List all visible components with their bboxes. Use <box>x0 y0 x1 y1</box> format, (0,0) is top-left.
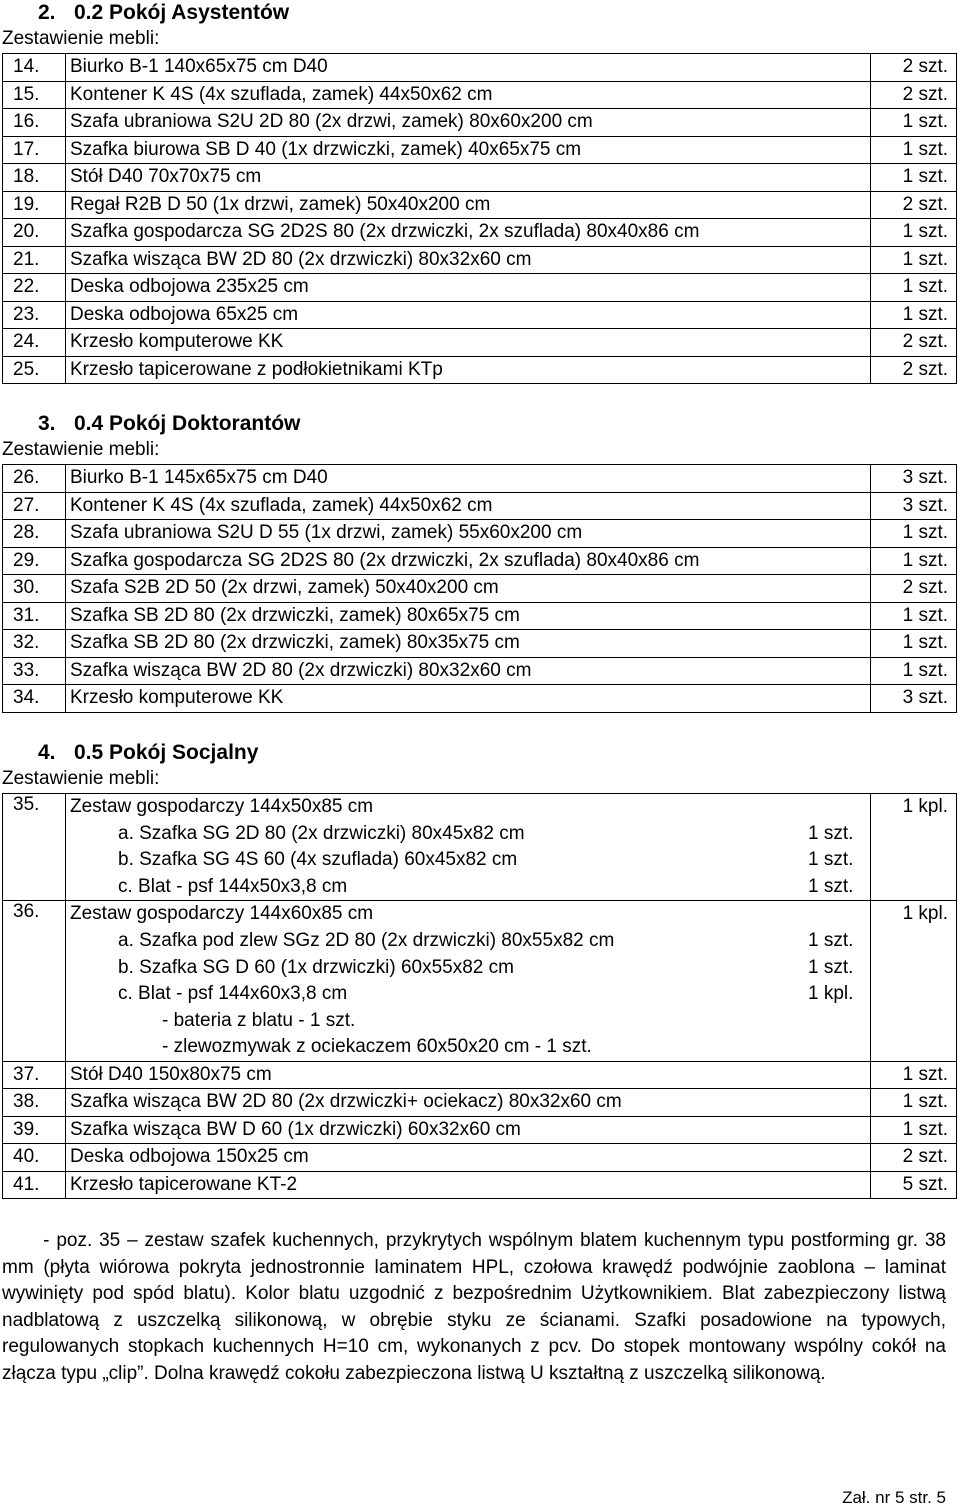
table-row <box>3 329 957 357</box>
item-number: 33. <box>3 657 66 685</box>
item-description: Stół D40 70x70x75 cm <box>66 164 871 192</box>
item-description: Kontener K 4S (4x szuflada, zamek) 44x50x62 cm <box>66 492 871 520</box>
table-row <box>3 1061 957 1089</box>
item-quantity: 1 kpl. <box>871 901 957 1062</box>
item-quantity: 1 szt. <box>871 630 957 658</box>
table-row <box>3 54 957 82</box>
item-quantity: 1 szt. <box>871 301 957 329</box>
item-description: Szafa ubraniowa S2U 2D 80 (2x drzwi, zamek) 80x60x200 cm <box>66 109 871 137</box>
item-number: 24. <box>3 329 66 357</box>
sub-item-text: b. Szafka SG D 60 (1x drzwiczki) 60x55x82 cm <box>118 956 514 978</box>
sub-item <box>70 981 870 1008</box>
item-number: 19. <box>3 191 66 219</box>
item-number: 17. <box>3 136 66 164</box>
item-number: 30. <box>3 575 66 603</box>
item-number: 31. <box>3 602 66 630</box>
section-subtitle: Zestawienie mebli: <box>2 439 160 460</box>
item-quantity: 1 szt. <box>871 520 957 548</box>
table-row <box>3 547 957 575</box>
item-number: 39. <box>3 1116 66 1144</box>
table-row <box>3 274 957 302</box>
sub-item-text: c. Blat - psf 144x50x3,8 cm <box>118 875 348 897</box>
sub-item <box>70 928 870 955</box>
item-number: 16. <box>3 109 66 137</box>
sub-item-text: c. Blat - psf 144x60x3,8 cm <box>118 983 348 1005</box>
table-row <box>3 1144 957 1172</box>
item-description: Deska odbojowa 65x25 cm <box>66 301 871 329</box>
section-heading <box>38 411 300 437</box>
sub-item-qty: 1 szt. <box>808 875 854 897</box>
sub-note <box>70 1008 870 1035</box>
section-title: 0.4 Pokój Doktorantów <box>74 412 301 435</box>
item-number: 20. <box>3 219 66 247</box>
item-number: 38. <box>3 1089 66 1117</box>
item-description <box>66 794 871 901</box>
sub-note-text: - zlewozmywak z ociekaczem 60x50x20 cm - 1 szt. <box>162 1036 592 1058</box>
item-description: Szafka SB 2D 80 (2x drzwiczki, zamek) 80x65x75 cm <box>66 602 871 630</box>
sub-item-qty: 1 szt. <box>808 822 854 844</box>
table-row <box>3 1089 957 1117</box>
item-description: Krzesło tapicerowane KT-2 <box>66 1171 871 1199</box>
item-description: Krzesło komputerowe KK <box>66 329 871 357</box>
item-quantity: 1 szt. <box>871 657 957 685</box>
item-description: Biurko B-1 145x65x75 cm D40 <box>66 465 871 493</box>
item-quantity: 1 szt. <box>871 246 957 274</box>
page-footer: Zał. nr 5 str. 5 <box>842 1488 946 1507</box>
furniture-table <box>2 464 957 713</box>
sub-item-text: a. Szafka pod zlew SGz 2D 80 (2x drzwiczki) 80x55x82 cm <box>118 929 615 951</box>
table-row <box>3 602 957 630</box>
item-quantity: 1 szt. <box>871 547 957 575</box>
table-row <box>3 136 957 164</box>
item-number: 18. <box>3 164 66 192</box>
item-description: Deska odbojowa 235x25 cm <box>66 274 871 302</box>
table-row <box>3 246 957 274</box>
item-description: Szafka gospodarcza SG 2D2S 80 (2x drzwiczki, 2x szuflada) 80x40x86 cm <box>66 547 871 575</box>
sub-item-qty: 1 szt. <box>808 956 854 978</box>
item-number: 40. <box>3 1144 66 1172</box>
item-quantity: 2 szt. <box>871 54 957 82</box>
table-row <box>3 164 957 192</box>
table-row <box>3 191 957 219</box>
item-description: Szafka SB 2D 80 (2x drzwiczki, zamek) 80x35x75 cm <box>66 630 871 658</box>
table-row <box>3 356 957 384</box>
set-title: Zestaw gospodarczy 144x50x85 cm <box>70 796 374 817</box>
sub-item-text: b. Szafka SG 4S 60 (4x szuflada) 60x45x82 cm <box>118 849 518 871</box>
item-description: Stół D40 150x80x75 cm <box>66 1061 871 1089</box>
item-quantity: 2 szt. <box>871 81 957 109</box>
item-description: Szafa ubraniowa S2U D 55 (1x drzwi, zamek) 55x60x200 cm <box>66 520 871 548</box>
item-number: 27. <box>3 492 66 520</box>
table-row <box>3 492 957 520</box>
section-heading <box>38 740 258 766</box>
sub-note-text: - bateria z blatu - 1 szt. <box>162 1009 356 1031</box>
sub-item <box>70 955 870 982</box>
table-row <box>3 794 957 901</box>
table-row <box>3 575 957 603</box>
item-quantity: 2 szt. <box>871 575 957 603</box>
item-quantity: 2 szt. <box>871 1144 957 1172</box>
item-quantity: 1 szt. <box>871 164 957 192</box>
sub-item <box>70 821 870 848</box>
item-number: 26. <box>3 465 66 493</box>
table-row <box>3 1116 957 1144</box>
item-number: 36. <box>3 901 66 1062</box>
description-paragraph: - poz. 35 – zestaw szafek kuchennych, przykrytych wspólnym blatem kuchennym typu postforming gr. 38 mm (płyta wiórowa pokryta jednostronnie laminatem HPL, czołowa krawędź podwójnie zaoblona – laminat wywinięty pod spód blatu). Kolor blatu uzgodnić z bezpośrednim Użytkownikiem. Blat zabezpieczony listwą nadblatową z uszczelką silikonową, w obrębie styku ze ścianami. Szafki posadowione na typowych, regulowanych stopkach kuchennych H=10 cm, wykonanych z pcv. Do stopek montowany wspólny cokół na złącza typu „clip”. Dolna krawędź cokołu zabezpieczona listwą U kształtną z uszczelką silikonową. <box>2 1230 952 1384</box>
sub-item-qty: 1 szt. <box>808 929 854 951</box>
item-quantity: 1 szt. <box>871 136 957 164</box>
item-quantity: 1 szt. <box>871 1116 957 1144</box>
item-quantity: 1 szt. <box>871 109 957 137</box>
item-description: Szafa S2B 2D 50 (2x drzwi, zamek) 50x40x200 cm <box>66 575 871 603</box>
item-number: 15. <box>3 81 66 109</box>
item-description: Biurko B-1 140x65x75 cm D40 <box>66 54 871 82</box>
sub-item-qty: 1 szt. <box>808 849 854 871</box>
set-title: Zestaw gospodarczy 144x60x85 cm <box>70 903 374 925</box>
item-description: Szafka biurowa SB D 40 (1x drzwiczki, zamek) 40x65x75 cm <box>66 136 871 164</box>
item-description: Szafka gospodarcza SG 2D2S 80 (2x drzwiczki, 2x szuflada) 80x40x86 cm <box>66 219 871 247</box>
item-quantity: 1 szt. <box>871 219 957 247</box>
item-description <box>66 901 871 1062</box>
item-quantity: 1 szt. <box>871 1089 957 1117</box>
item-number: 21. <box>3 246 66 274</box>
item-quantity: 3 szt. <box>871 492 957 520</box>
table-row <box>3 520 957 548</box>
section-subtitle: Zestawienie mebli: <box>2 768 160 789</box>
sub-item <box>70 847 870 874</box>
item-number: 28. <box>3 520 66 548</box>
table-row <box>3 1171 957 1199</box>
sub-item <box>70 874 870 901</box>
section-subtitle: Zestawienie mebli: <box>2 28 160 49</box>
item-quantity: 2 szt. <box>871 329 957 357</box>
item-number: 32. <box>3 630 66 658</box>
section-number: 3. <box>38 412 56 435</box>
furniture-table <box>2 793 957 1199</box>
item-description: Krzesło komputerowe KK <box>66 685 871 713</box>
table-row <box>3 109 957 137</box>
item-number: 25. <box>3 356 66 384</box>
item-quantity: 1 kpl. <box>871 794 957 901</box>
table-row <box>3 685 957 713</box>
item-quantity: 1 szt. <box>871 274 957 302</box>
table-row <box>3 657 957 685</box>
item-number: 23. <box>3 301 66 329</box>
section-number: 4. <box>38 741 56 764</box>
item-quantity: 3 szt. <box>871 465 957 493</box>
table-row <box>3 81 957 109</box>
item-quantity: 2 szt. <box>871 191 957 219</box>
item-quantity: 5 szt. <box>871 1171 957 1199</box>
item-number: 34. <box>3 685 66 713</box>
item-description: Szafka wisząca BW 2D 80 (2x drzwiczki) 80x32x60 cm <box>66 657 871 685</box>
item-description: Szafka wisząca BW 2D 80 (2x drzwiczki) 80x32x60 cm <box>66 246 871 274</box>
item-number: 14. <box>3 54 66 82</box>
item-description: Deska odbojowa 150x25 cm <box>66 1144 871 1172</box>
sub-item-qty: 1 kpl. <box>808 983 854 1005</box>
item-number: 22. <box>3 274 66 302</box>
table-row <box>3 465 957 493</box>
item-description: Szafka wisząca BW 2D 80 (2x drzwiczki+ ociekacz) 80x32x60 cm <box>66 1089 871 1117</box>
item-description: Krzesło tapicerowane z podłokietnikami KTp <box>66 356 871 384</box>
table-row <box>3 630 957 658</box>
item-quantity: 3 szt. <box>871 685 957 713</box>
item-description: Kontener K 4S (4x szuflada, zamek) 44x50x62 cm <box>66 81 871 109</box>
furniture-table <box>2 53 957 384</box>
section-number: 2. <box>38 1 56 24</box>
item-number: 41. <box>3 1171 66 1199</box>
item-quantity: 1 szt. <box>871 1061 957 1089</box>
item-quantity: 1 szt. <box>871 602 957 630</box>
item-description: Regał R2B D 50 (1x drzwi, zamek) 50x40x200 cm <box>66 191 871 219</box>
item-number: 35. <box>3 794 66 901</box>
sub-note <box>70 1034 870 1061</box>
table-row <box>3 301 957 329</box>
item-number: 37. <box>3 1061 66 1089</box>
section-title: 0.2 Pokój Asystentów <box>74 1 290 24</box>
sub-item-text: a. Szafka SG 2D 80 (2x drzwiczki) 80x45x82 cm <box>118 822 525 844</box>
table-row <box>3 901 957 1062</box>
item-quantity: 2 szt. <box>871 356 957 384</box>
section-heading <box>38 0 289 26</box>
table-row <box>3 219 957 247</box>
item-number: 29. <box>3 547 66 575</box>
section-title: 0.5 Pokój Socjalny <box>74 741 259 764</box>
item-description: Szafka wisząca BW D 60 (1x drzwiczki) 60x32x60 cm <box>66 1116 871 1144</box>
